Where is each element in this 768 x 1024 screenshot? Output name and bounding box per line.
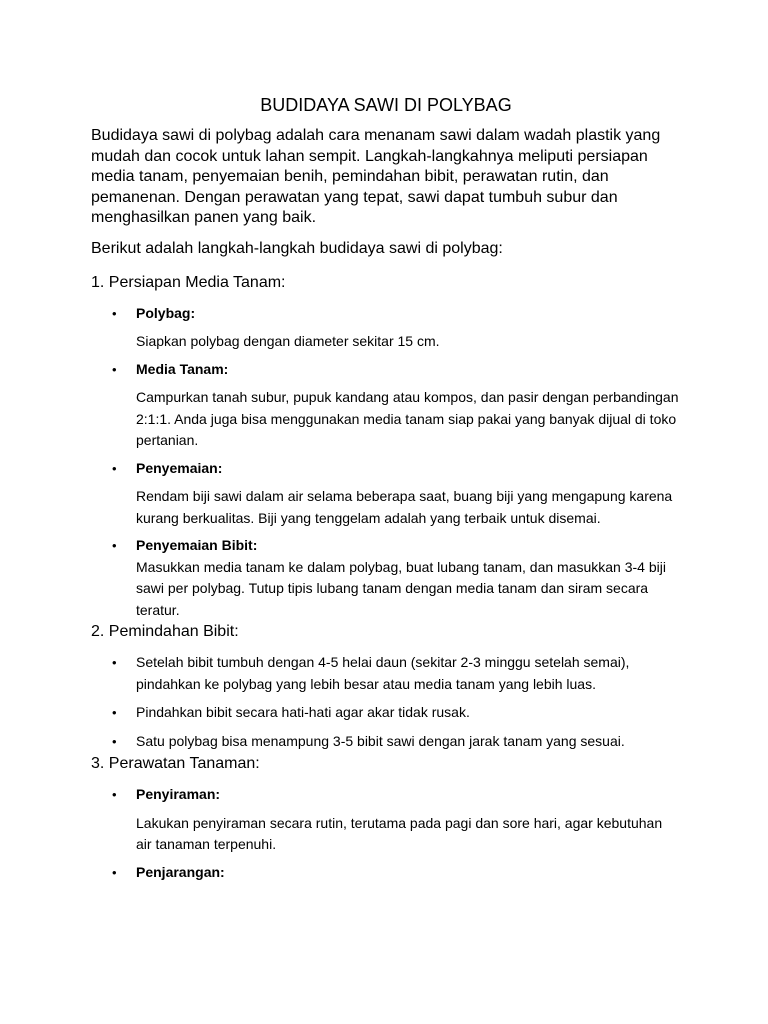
section-heading: 2. Pemindahan Bibit: (91, 623, 239, 640)
bullet-icon: • (112, 705, 117, 720)
item-label: Penyiraman: (136, 786, 221, 802)
section-3-list (91, 784, 681, 883)
item-label: Penyemaian: (136, 459, 223, 476)
steps-intro: Berikut adalah langkah-langkah budidaya sawi di polybag: (91, 239, 503, 257)
section-1 (91, 273, 681, 622)
list-item (91, 862, 681, 884)
item-description: Masukkan media tanam ke dalam polybag, buat lubang tanam, dan masukkan 3-4 biji sawi per polybag. Tutup tipis lubang tanam dengan media tanam dan siram secara teratur. (136, 558, 666, 618)
section-heading: 1. Persiapan Media Tanam: (91, 273, 286, 291)
list-item (91, 784, 681, 856)
item-description: Lakukan penyiraman secara rutin, terutama pada pagi dan sore hari, agar kebutuhan air tanaman terpenuhi. (136, 814, 663, 852)
item-label: Penjarangan: (136, 863, 225, 880)
list-item (91, 731, 681, 753)
list-item (91, 652, 681, 695)
list-item (91, 303, 681, 353)
bullet-icon: • (112, 787, 117, 802)
section-3 (91, 754, 681, 883)
bullet-icon: • (112, 361, 117, 377)
list-item (91, 702, 681, 724)
bullet-icon: • (112, 864, 117, 880)
section-1-list (91, 303, 681, 622)
list-item (91, 535, 681, 621)
bullet-icon: • (112, 460, 117, 476)
item-description: Siapkan polybag dengan diameter sekitar 15 cm. (136, 333, 440, 349)
document-page (91, 94, 681, 883)
intro-paragraph: Budidaya sawi di polybag adalah cara menanam sawi dalam wadah plastik yang mudah dan cocok untuk lahan sempit. Langkah-langkahnya meliputi persiapan media tanam, penyemaian benih, pemindahan bibit, perawatan rutin, dan pemanenan. Dengan perawatan yang tepat, sawi dapat tumbuh subur dan menghasilkan panen yang baik. (91, 127, 661, 226)
bullet-icon: • (112, 655, 117, 670)
section-heading: 3. Perawatan Tanaman: (91, 755, 260, 772)
section-2-list (91, 652, 681, 752)
page-title: BUDIDAYA SAWI DI POLYBAG (260, 95, 512, 115)
item-label: Media Tanam: (136, 360, 229, 377)
bullet-icon: • (112, 538, 117, 553)
item-text: Satu polybag bisa menampung 3-5 bibit sawi dengan jarak tanam yang sesuai. (136, 732, 625, 749)
item-label: Penyemaian Bibit: (136, 537, 258, 553)
bullet-icon: • (112, 733, 117, 749)
item-text: Pindahkan bibit secara hati-hati agar akar tidak rusak. (136, 704, 470, 720)
item-description: Campurkan tanah subur, pupuk kandang atau kompos, dan pasir dengan perbandingan 2:1:1. Anda juga bisa menggunakan media tanam siap pakai yang banyak dijual di toko pertanian. (136, 389, 679, 448)
item-label: Polybag: (136, 304, 196, 321)
item-text: Setelah bibit tumbuh dengan 4-5 helai daun (sekitar 2-3 minggu setelah semai), pindahkan ke polybag yang lebih besar atau media tanam yang lebih luas. (136, 654, 630, 692)
list-item (91, 359, 681, 452)
section-2 (91, 622, 681, 752)
item-description: Rendam biji sawi dalam air selama beberapa saat, buang biji yang mengapung karena kurang berkualitas. Biji yang tenggelam adalah yang terbaik untuk disemai. (136, 488, 673, 526)
bullet-icon: • (112, 305, 117, 321)
list-item (91, 458, 681, 530)
